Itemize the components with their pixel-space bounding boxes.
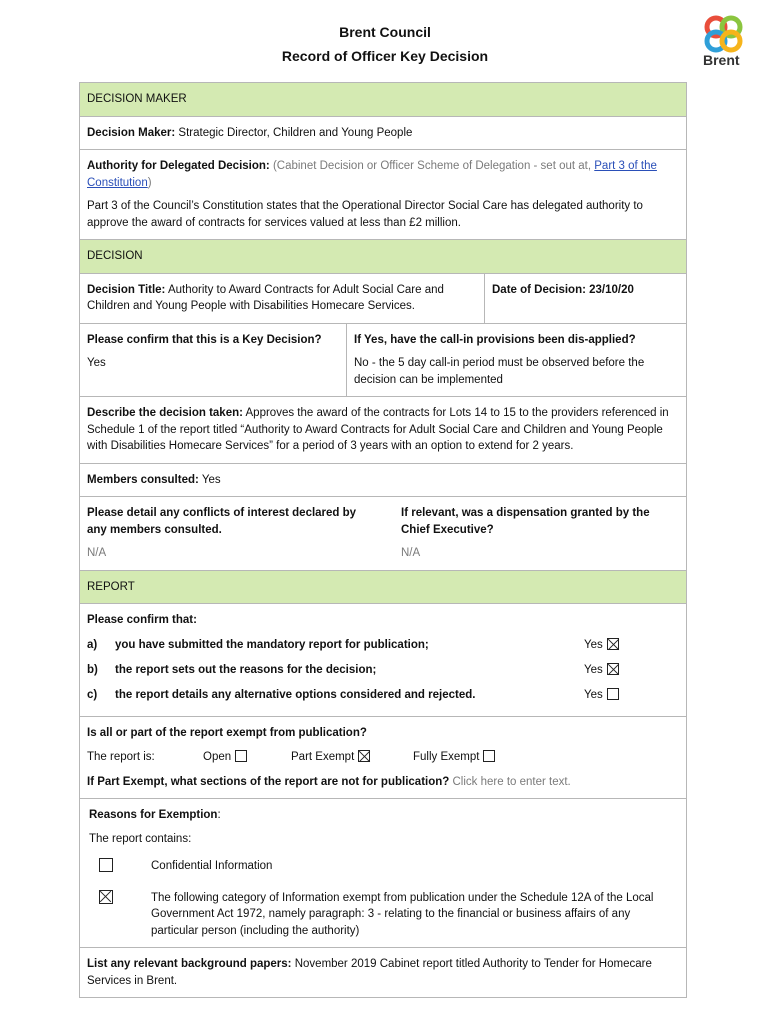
decision-record xyxy=(79,82,687,998)
dispensation-answer: N/A xyxy=(401,547,421,559)
part-exempt-question: If Part Exempt, what sections of the report are not for publication? xyxy=(87,775,450,788)
background-papers-row xyxy=(80,947,686,997)
confirm-item-key: a) xyxy=(87,638,98,651)
key-decision-answer: Yes xyxy=(87,357,106,369)
fully-exempt-label: Fully Exempt xyxy=(413,751,480,763)
confirm-label: Please confirm that: xyxy=(87,614,197,626)
section-decision: DECISION xyxy=(80,239,686,273)
section-report: REPORT xyxy=(80,570,686,604)
reason-item xyxy=(87,890,679,940)
section-decision-maker: DECISION MAKER xyxy=(80,83,686,116)
confirm-item-key: b) xyxy=(87,663,98,676)
decision-taken-label: Describe the decision taken: xyxy=(87,407,243,419)
confirm-item xyxy=(87,633,679,658)
conflicts-row xyxy=(80,496,686,570)
papers-label: List any relevant background papers: xyxy=(87,958,292,970)
callin-question: If Yes, have the call-in provisions been dis-applied? xyxy=(354,333,636,346)
exempt-question: Is all or part of the report exempt from publication? xyxy=(87,726,367,739)
decision-maker-label: Decision Maker: xyxy=(87,126,176,139)
reasons-colon: : xyxy=(217,809,221,821)
decision-title-value: Authority to Award Contracts for Adult Social Care and Children and Young People with Disabilities Homecare Services. xyxy=(87,283,444,312)
decision-taken-row xyxy=(80,396,686,463)
report-confirm-row xyxy=(80,603,686,716)
confirm-item-answer: Yes xyxy=(584,688,603,701)
authority-label: Authority for Delegated Decision: xyxy=(87,160,270,172)
part-exempt-input[interactable]: Click here to enter text. xyxy=(452,775,571,788)
report-contains: The report contains: xyxy=(89,832,192,845)
reason-item xyxy=(87,858,679,876)
key-decision-question: Please confirm that this is a Key Decision? xyxy=(87,333,322,346)
confirm-item-text: the report details any alternative options considered and rejected. xyxy=(115,688,476,701)
part-exempt-label: Part Exempt xyxy=(291,751,355,763)
reason-text: The following category of Information exempt from publication under the Schedule 12A of the Local Government Act 1972, namely paragraph: 3 - relating to the financial or business affairs of any particular person (including the authority) xyxy=(151,891,654,937)
decision-title-label: Decision Title: xyxy=(87,283,166,296)
reasons-label: Reasons for Exemption xyxy=(89,809,218,821)
callin-answer: No - the 5 day call-in period must be observed before the decision can be implemented xyxy=(354,357,645,386)
confirm-item xyxy=(87,658,679,683)
confirm-item xyxy=(87,683,679,708)
decision-maker-row xyxy=(80,116,686,150)
confirm-list xyxy=(87,633,679,708)
authority-text: Part 3 of the Council’s Constitution states that the Operational Director Social Care has delegated authority to approve the award of contracts for services valued at less than £2 million. xyxy=(87,200,643,229)
conflicts-answer: N/A xyxy=(87,547,107,559)
constitution-link[interactable]: Part 3 of the Constitution xyxy=(87,160,657,189)
checkbox-checked[interactable] xyxy=(607,638,619,650)
reason-text: Confidential Information xyxy=(151,860,273,872)
open-checkbox[interactable] xyxy=(235,750,247,762)
key-decision-row xyxy=(80,323,686,397)
checkbox-checked[interactable] xyxy=(607,663,619,675)
logo-text: Brent xyxy=(703,52,740,68)
fully-exempt-checkbox[interactable] xyxy=(483,750,495,762)
members-value: Yes xyxy=(201,473,221,486)
decision-taken-value: Approves the award of the contracts for Lots 14 to 15 to the providers referenced in Schedule 1 of the report titled “Authority to Award Contracts for Adult Social Care and Children and Young People with Disabilities Homecare Services” for a period of 3 years with an option to extend for 2 years. xyxy=(87,407,669,452)
authority-note-close: ) xyxy=(147,176,152,189)
reason-checkbox-unchecked[interactable] xyxy=(99,858,113,872)
report-is-label: The report is: xyxy=(87,751,155,763)
confirm-item-text: you have submitted the mandatory report for publication; xyxy=(115,638,429,651)
confirm-item-answer: Yes xyxy=(584,663,603,676)
confirm-item-answer: Yes xyxy=(584,638,603,651)
confirm-item-key: c) xyxy=(87,688,98,701)
papers-value: November 2019 Cabinet report titled Authority to Tender for Homecare Services in Brent. xyxy=(87,958,652,987)
date-label: Date of Decision: xyxy=(492,283,586,296)
reason-checkbox-checked[interactable] xyxy=(99,890,113,904)
open-label: Open xyxy=(203,751,232,763)
authority-note: (Cabinet Decision or Officer Scheme of Delegation - set out at, xyxy=(272,160,592,172)
confirm-item-text: the report sets out the reasons for the decision; xyxy=(115,663,377,676)
members-label: Members consulted: xyxy=(87,473,199,486)
council-name: Brent Council xyxy=(339,24,431,40)
exempt-options xyxy=(87,749,679,766)
decision-title-row xyxy=(80,273,686,323)
date-value: 23/10/20 xyxy=(589,283,634,296)
authority-row xyxy=(80,149,686,239)
part-exempt-checkbox[interactable] xyxy=(358,750,370,762)
exempt-row xyxy=(80,716,686,799)
dispensation-question: If relevant, was a dispensation granted by the Chief Executive? xyxy=(401,507,650,536)
checkbox-unchecked[interactable] xyxy=(607,688,619,700)
members-row xyxy=(80,463,686,497)
conflicts-question: Please detail any conflicts of interest declared by any members consulted. xyxy=(87,507,357,536)
decision-maker-value: Strategic Director, Children and Young People xyxy=(178,126,413,139)
reasons-row xyxy=(80,798,686,947)
page-title: Record of Officer Key Decision xyxy=(281,48,489,64)
